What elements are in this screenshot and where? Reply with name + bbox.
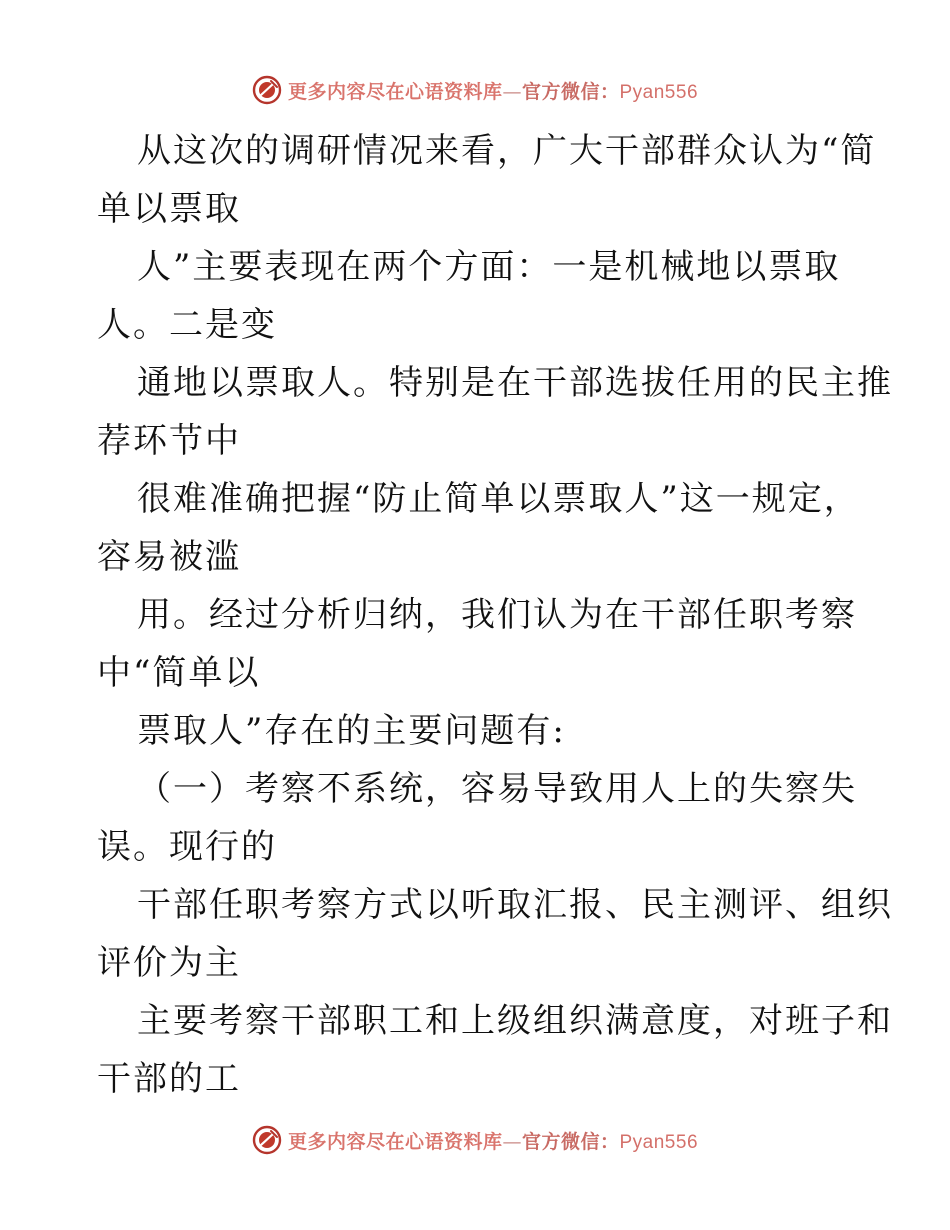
paragraph: 干部任职考察方式以听取汇报、民主测评、组织 评价为主: [97, 885, 893, 983]
paragraph: （一）考察不系统，容易导致用人上的失察失 误。现行的: [97, 769, 857, 867]
header-banner: [0, 70, 950, 110]
paragraph: 从这次的调研情况来看，广大干部群众认为“简 单以票取: [97, 131, 877, 229]
paragraph: 通地以票取人。特别是在干部选拔任用的民主推 荐环节中: [97, 363, 893, 461]
red-seal-logo-icon: [252, 1125, 282, 1155]
banner-text: 更多内容尽在心语资料库—官方微信：Pyan556: [287, 80, 699, 103]
red-seal-logo-icon: [252, 75, 282, 105]
paragraph: 人”主要表现在两个方面：一是机械地以票取 人。二是变: [97, 247, 841, 345]
document-body: [97, 122, 893, 1108]
paragraph: 用。经过分析归纳，我们认为在干部任职考察 中“简单以: [97, 595, 857, 693]
paragraph: 票取人”存在的主要问题有:: [137, 711, 566, 751]
banner-text: 更多内容尽在心语资料库—官方微信：Pyan556: [287, 1130, 699, 1153]
footer-banner: [0, 1120, 950, 1160]
paragraph: 很难准确把握“防止简单以票取人”这一规定， 容易被滥: [97, 479, 860, 577]
paragraph: 主要考察干部职工和上级组织满意度，对班子和 干部的工: [97, 1001, 893, 1099]
